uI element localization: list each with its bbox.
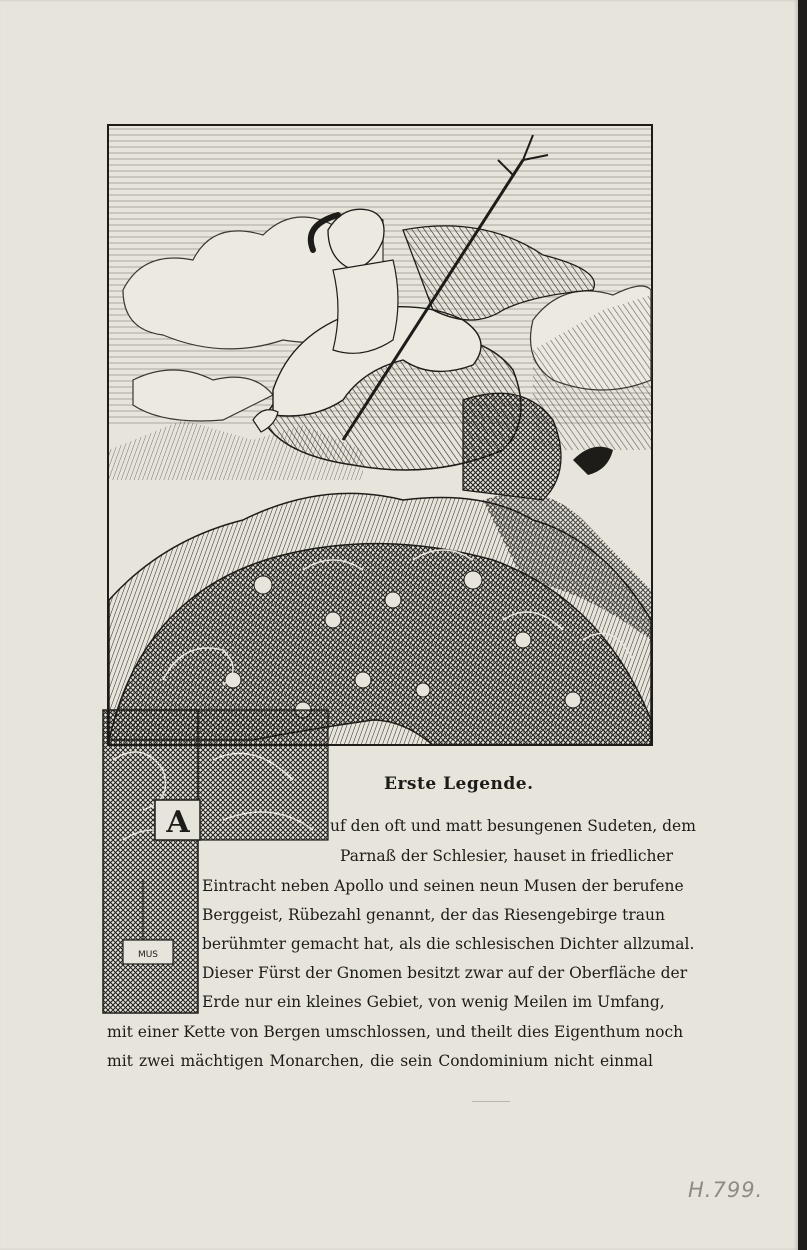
body-line-2: Parnaß der Schlesier, hauset in friedlicher <box>340 847 674 865</box>
page-separator <box>472 1101 510 1102</box>
body-line-6: Dieser Fürst der Gnomen besitzt zwar auf der Oberfläche der <box>202 964 688 982</box>
body-line-4: Berggeist, Rübezahl genannt, der das Riesengebirge traun <box>202 906 666 924</box>
body-line-7: Erde nur ein kleines Gebiet, von wenig Meilen im Umfang, <box>202 993 665 1011</box>
initial-letter: A <box>166 805 190 840</box>
body-line-1: uf den oft und matt besungenen Sudeten, dem <box>330 817 696 835</box>
archive-shelf-mark: H.799. <box>688 1178 764 1202</box>
legend-heading: Erste Legende. <box>384 774 534 794</box>
body-line-9: mit zwei mächtigen Monarchen, die sein Condominium nicht einmal <box>107 1052 653 1070</box>
body-line-3: Eintracht neben Apollo und seinen neun Musen der berufene <box>202 877 684 895</box>
chest-marker-text: MUS <box>137 950 159 960</box>
body-line-5: berühmter gemacht hat, als die schlesischen Dichter allzumal. <box>202 935 695 953</box>
body-line-8: mit einer Kette von Bergen umschlossen, und theilt dies Eigenthum noch <box>107 1023 684 1041</box>
scan-edge <box>798 0 807 1250</box>
